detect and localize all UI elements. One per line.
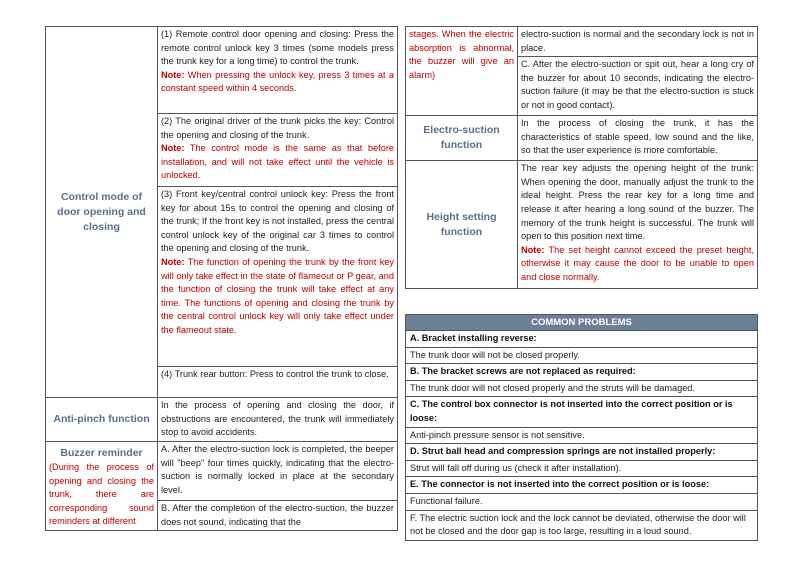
buzzer-item-c: C. After the electro-suction or spit out, hear a long cry of the buzzer for about 10 seconds, indicating the electro-suction failure (it may be that the electro-suction is stuck or not in good contact). xyxy=(518,57,758,116)
buzzer-item-b: B. After the completion of the electro-suction, the buzzer does not sound, indicating that the xyxy=(158,501,398,531)
anti-pinch-text: In the process of opening and closing the door, if obstructions are encountered, the trunk will immediately stop to avoid accidents. xyxy=(158,398,398,442)
problem-c-title: C. The control box connector is not inserted into the correct position or is loose: xyxy=(406,397,758,427)
item2-text: (2) The original driver of the trunk picks the key: Control the opening and closing of the trunk. xyxy=(161,116,394,140)
item3-note: Note: The function of opening the trunk by the front key will only take effect in the state of flameout or P gear, and the function of closing the trunk will take effect at any time. The functions of opening and closing the trunk by the central control unlock key will only take effect under the flameout state. xyxy=(161,256,394,335)
buzzer-sublabel: (During the process of opening and closing the trunk, there are corresponding sound reminders at different xyxy=(49,462,154,527)
problem-c-text: Anti-pinch pressure sensor is not sensitive. xyxy=(406,427,758,444)
buzzer-label: Buzzer reminder xyxy=(60,447,143,459)
height-setting-text xyxy=(518,161,758,289)
height-text: The rear key adjusts the opening height of the trunk: When opening the door, manually adjust the trunk to the ideal height. Press the rear key for a long time and release it after hearing a long sound of the buzzer. The memory of the trunk height is successful. The trunk will open to this position next time. xyxy=(521,163,754,242)
right-feature-table xyxy=(405,26,758,289)
common-problems-header: COMMON PROBLEMS xyxy=(406,315,758,331)
common-problems-table xyxy=(405,314,758,541)
control-mode-label: Control mode of door opening and closing xyxy=(46,27,158,398)
problem-d-text: Strut will fall off during us (check it after installation). xyxy=(406,460,758,477)
electro-suction-text: In the process of closing the trunk, it has the characteristics of stable speed, low sound and the like, so that the user experience is more comfortable. xyxy=(518,116,758,161)
problem-a-text: The trunk door will not be closed properly. xyxy=(406,347,758,364)
control-mode-item-2 xyxy=(158,114,398,187)
height-note: Note: The set height cannot exceed the preset height, otherwise it may cause the door to be unable to open and close normally. xyxy=(521,244,754,282)
left-feature-table xyxy=(45,26,398,531)
buzzer-item-b-cont: electro-suction is normal and the secondary lock is not in place. xyxy=(518,27,758,57)
control-mode-item-4: (4) Trunk rear button: Press to control the trunk to close. xyxy=(158,367,398,398)
item1-note: Note: When pressing the unlock key, press 3 times at a constant speed within 4 seconds. xyxy=(161,69,394,94)
item1-text: (1) Remote control door opening and closing: Press the remote control unlock key 3 times (some models press the trunk key for a long time) to control the trunk. xyxy=(161,29,394,67)
problem-b-text: The trunk door will not closed properly and the struts will be damaged. xyxy=(406,380,758,397)
height-setting-label: Height setting function xyxy=(406,161,518,289)
buzzer-item-a: A. After the electro-suction lock is completed, the beeper will "beep" four times quickly, indicating that the electro-suction is normally locked in place at the secondary level. xyxy=(158,442,398,501)
item2-note: Note: The control mode is the same as that before installation, and will not take effect until the vehicle is unlocked. xyxy=(161,143,394,181)
problem-a-title: A. Bracket installing reverse: xyxy=(406,331,758,348)
control-mode-item-1 xyxy=(158,27,398,114)
problem-b-title: B. The bracket screws are not replaced as required: xyxy=(406,364,758,381)
electro-suction-label: Electro-suction function xyxy=(406,116,518,161)
buzzer-sublabel-cont: stages. When the electric absorption is abnormal, the buzzer will give an alarm) xyxy=(406,27,518,116)
item3-text: (3) Front key/central control unlock key: Press the front key for about 15s to control the opening and closing of the trunk; If the front key is not installed, press the central control unlock key of the original car 3 times to control the opening and closing of the trunk. xyxy=(161,189,394,254)
control-mode-item-3 xyxy=(158,187,398,367)
problem-e-title: E. The connector is not inserted into the correct position or is loose: xyxy=(406,477,758,494)
anti-pinch-label: Anti-pinch function xyxy=(46,398,158,442)
buzzer-label-cell xyxy=(46,442,158,531)
problem-d-title: D. Strut ball head and compression springs are not installed properly: xyxy=(406,444,758,461)
problem-f-text: F. The electric suction lock and the lock cannot be deviated, otherwise the door will not be closed and the door gap is too large, resulting in a loud sound. xyxy=(406,510,758,540)
problem-e-text: Functional failure. xyxy=(406,493,758,510)
